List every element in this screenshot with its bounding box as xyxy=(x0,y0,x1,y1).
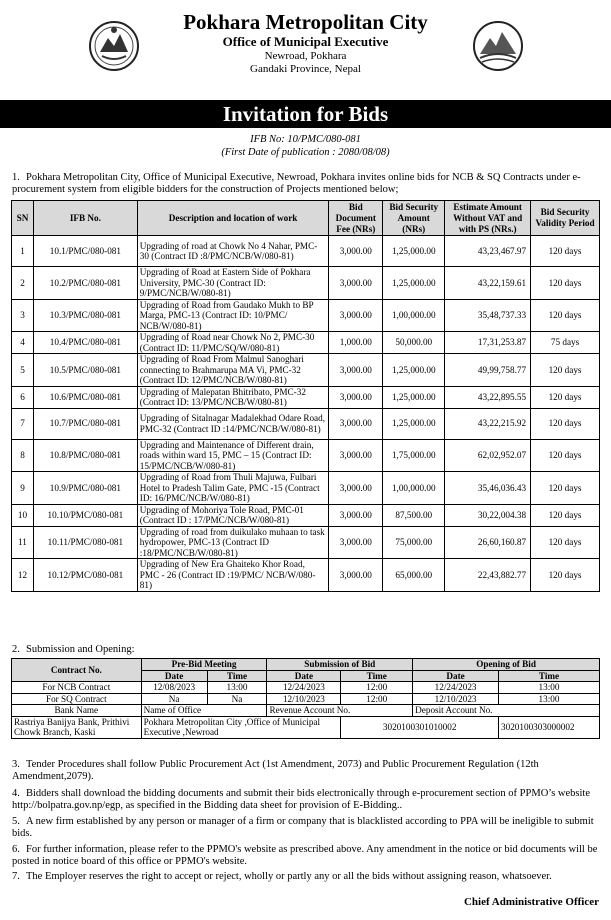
bid-cell: 49,99,758.77 xyxy=(445,354,531,387)
submission-group-row xyxy=(12,659,600,671)
revenue-account-label: Revenue Account No. xyxy=(267,705,413,717)
bid-cell: 43,23,467.97 xyxy=(445,236,531,267)
bid-row xyxy=(12,386,600,408)
note-number: 4. xyxy=(12,788,20,799)
bid-cell: 120 days xyxy=(531,472,600,505)
bid-row xyxy=(12,299,600,332)
bids-table xyxy=(11,200,600,592)
bid-cell: 3,000.00 xyxy=(329,439,383,472)
bid-cell: 3 xyxy=(12,299,34,332)
bid-cell: 120 days xyxy=(531,386,600,408)
bid-cell: 26,60,160.87 xyxy=(445,526,531,559)
bid-cell: Upgrading of Road From Malmul Sanoghari connecting to Brahmarupa MA Vi, PMC-32 (Contract ID: 12/PMC/NCB/W/080-81) xyxy=(137,354,329,387)
bid-cell: 1,25,000.00 xyxy=(383,267,445,300)
bid-row xyxy=(12,332,600,354)
address-line-2: Gandaki Province, Nepal xyxy=(250,63,361,75)
note-number: 5. xyxy=(12,816,20,827)
col-header: Bid Document Fee (NRs) xyxy=(329,201,383,236)
bid-cell: Upgrading of Malepatan Bhitribato, PMC-32 (Contract ID: 13/PMC/NCB/W/080-81) xyxy=(137,386,329,408)
nepal-emblem-icon xyxy=(88,20,140,72)
bid-cell: 1,25,000.00 xyxy=(383,408,445,439)
bid-cell: Upgrading of Sitalnagar Madalekhad Odare Road, PMC-32 (Contract ID :14/PMC/NCB/W/080-81) xyxy=(137,408,329,439)
bid-cell: 3,000.00 xyxy=(329,408,383,439)
intro-paragraph: 1. Pokhara Metropolitan City, Office of Municipal Executive, Newroad, Pokhara invites online bids for NCB & SQ Contracts under e-procurement system from eligible bidders for the construction of Projects mentioned below; xyxy=(12,172,581,195)
date-header: Date xyxy=(413,670,499,682)
bid-cell: 1,25,000.00 xyxy=(383,354,445,387)
bid-cell: 1 xyxy=(12,236,34,267)
bid-cell: 9 xyxy=(12,472,34,505)
bid-cell: 10.4/PMC/080-081 xyxy=(33,332,137,354)
note-number: 3. xyxy=(12,759,20,770)
col-header: Description and location of work xyxy=(137,201,329,236)
bid-row xyxy=(12,504,600,526)
bid-cell: 1,25,000.00 xyxy=(383,236,445,267)
deposit-account-no: 3020100303000002 xyxy=(499,716,600,738)
bid-row xyxy=(12,526,600,559)
bid-cell: 22,43,882.77 xyxy=(445,559,531,592)
note-text: The Employer reserves the right to accept or reject, wholly or partly any or all the bids without assigning reason, whatsoever. xyxy=(26,871,552,882)
bid-cell: 62,02,952.07 xyxy=(445,439,531,472)
bid-cell: 50,000.00 xyxy=(383,332,445,354)
bid-cell: 43,22,895.55 xyxy=(445,386,531,408)
bid-cell: 120 days xyxy=(531,354,600,387)
deposit-account-label: Deposit Account No. xyxy=(413,705,600,717)
group-header: Submission of Bid xyxy=(267,659,413,671)
bid-cell: 3,000.00 xyxy=(329,386,383,408)
bid-cell: 1,75,000.00 xyxy=(383,439,445,472)
bid-cell: 75 days xyxy=(531,332,600,354)
bid-row xyxy=(12,439,600,472)
bid-cell: 1,25,000.00 xyxy=(383,386,445,408)
bank-header-row xyxy=(12,705,600,717)
bid-cell: Upgrading of Road from Thuli Majuwa, Fulbari Hotel to Pradesh Talim Gate, PMC -15 (Contract ID: 16/PMC/NCB/W/080-81) xyxy=(137,472,329,505)
note-text: A new firm established by any person or manager of a firm or company that is blacklisted according to PPA will be ineligible to submit bids. xyxy=(12,816,594,839)
submission-heading: 2. Submission and Opening: xyxy=(12,644,135,655)
submission-row: For SQ Contract Na Na 12/10/2023 12:00 12/10/2023 13:00 xyxy=(12,693,600,705)
note-item xyxy=(12,844,600,868)
bid-cell: 4 xyxy=(12,332,34,354)
bid-cell: 30,22,004.38 xyxy=(445,504,531,526)
address-line-1: Newroad, Pokhara xyxy=(264,50,347,62)
bid-row xyxy=(12,354,600,387)
bid-cell: 3,000.00 xyxy=(329,236,383,267)
bid-cell: 10.9/PMC/080-081 xyxy=(33,472,137,505)
bid-cell: 120 days xyxy=(531,439,600,472)
time-header: Time xyxy=(499,670,600,682)
bid-cell: Upgrading of New Era Ghaiteko Khor Road, PMC - 26 (Contract ID :19/PMC/ NCB/W/080-81) xyxy=(137,559,329,592)
pokhara-city-logo-icon xyxy=(472,20,524,72)
col-header: Bid Security Amount (NRs) xyxy=(383,201,445,236)
bids-table-header xyxy=(12,201,600,236)
bid-cell: 3,000.00 xyxy=(329,504,383,526)
bid-cell: 10.11/PMC/080-081 xyxy=(33,526,137,559)
note-item xyxy=(12,871,600,883)
bid-cell: 1,00,000.00 xyxy=(383,472,445,505)
bid-cell: 3,000.00 xyxy=(329,299,383,332)
bid-cell: Upgrading of Road near Chowk No 2, PMC-30 (Contract ID: 11/PMC/SQ/W/080-81) xyxy=(137,332,329,354)
bid-row xyxy=(12,472,600,505)
bid-cell: 65,000.00 xyxy=(383,559,445,592)
contract-no-header: Contract No. xyxy=(12,659,142,682)
ifb-reference xyxy=(0,133,611,159)
bid-cell: 2 xyxy=(12,267,34,300)
bid-cell: 3,000.00 xyxy=(329,354,383,387)
bid-cell: 10.6/PMC/080-081 xyxy=(33,386,137,408)
col-header: Bid Security Validity Period xyxy=(531,201,600,236)
bid-cell: 35,48,737.33 xyxy=(445,299,531,332)
date-header: Date xyxy=(141,670,207,682)
note-item xyxy=(12,816,600,840)
bank-row xyxy=(12,716,600,738)
bid-cell: 3,000.00 xyxy=(329,472,383,505)
bid-cell: 10.3/PMC/080-081 xyxy=(33,299,137,332)
org-title: Pokhara Metropolitan City xyxy=(183,10,428,34)
bid-cell: 10.10/PMC/080-081 xyxy=(33,504,137,526)
bank-name-label: Bank Name xyxy=(12,705,142,717)
bank-name: Rastriya Banijya Bank, Prithivi Chowk Branch, Kaski xyxy=(12,716,142,738)
group-header: Opening of Bid xyxy=(413,659,600,671)
bid-cell: 3,000.00 xyxy=(329,559,383,592)
bid-cell: 87,500.00 xyxy=(383,504,445,526)
bid-cell: 1,000.00 xyxy=(329,332,383,354)
bid-cell: 75,000.00 xyxy=(383,526,445,559)
bid-cell: 7 xyxy=(12,408,34,439)
bid-row xyxy=(12,408,600,439)
time-header: Time xyxy=(341,670,413,682)
date-header: Date xyxy=(267,670,341,682)
bid-cell: 12 xyxy=(12,559,34,592)
bid-cell: 11 xyxy=(12,526,34,559)
bid-cell: 10.5/PMC/080-081 xyxy=(33,354,137,387)
first-publication-date: (First Date of publication : 2080/08/08) xyxy=(221,147,390,158)
submission-row: For NCB Contract 12/08/2023 13:00 12/24/2023 12:00 12/24/2023 13:00 xyxy=(12,682,600,694)
bid-cell: 17,31,253.87 xyxy=(445,332,531,354)
note-text: Bidders shall download the bidding documents and submit their bids electronically through e-procurement section of PPMO’s website http://bolpatra.gov.np/egp, as specified in the Bidding data sheet for provision of E-Bidding.. xyxy=(12,788,590,811)
bid-cell: 10.8/PMC/080-081 xyxy=(33,439,137,472)
bid-cell: 3,000.00 xyxy=(329,526,383,559)
col-header: SN xyxy=(12,201,34,236)
bid-cell: Upgrading of road from duikulako muhaan to task hydropower, PMC-13 (Contract ID :18/PMC/NCB/W/080-81) xyxy=(137,526,329,559)
bid-cell: 1,00,000.00 xyxy=(383,299,445,332)
bid-cell: 5 xyxy=(12,354,34,387)
bid-cell: Upgrading of road at Chowk No 4 Nahar, PMC-30 (Contract ID :8/PMC/NCB/W/080-81) xyxy=(137,236,329,267)
signatory: Chief Administrative Officer xyxy=(463,896,599,908)
bid-cell: Upgrading of Road at Eastern Side of Pokhara University, PMC-30 (Contract ID: 9/PMC/NCB/W/080-81) xyxy=(137,267,329,300)
bid-cell: 10.1/PMC/080-081 xyxy=(33,236,137,267)
col-header: Estimate Amount Without VAT and with PS (NRs.) xyxy=(445,201,531,236)
bid-cell: 10.7/PMC/080-081 xyxy=(33,408,137,439)
note-item xyxy=(12,759,600,783)
group-header: Pre-Bid Meeting xyxy=(141,659,267,671)
note-text: For further information, please refer to the PPMO's website as prescribed above. Any amendment in the notice or bid documents will be posted in notice board of this office or PPMO's website. xyxy=(12,844,598,867)
note-item xyxy=(12,788,600,812)
bid-cell: 35,46,036.43 xyxy=(445,472,531,505)
submission-table xyxy=(11,658,600,739)
bid-cell: 10.2/PMC/080-081 xyxy=(33,267,137,300)
bid-cell: 120 days xyxy=(531,559,600,592)
bid-cell: Upgrading of Mohoriya Tole Road, PMC-01 (Contract ID : 17/PMC/NCB/W/080-81) xyxy=(137,504,329,526)
bid-row xyxy=(12,236,600,267)
bid-cell: 3,000.00 xyxy=(329,267,383,300)
office-name-label: Name of Office xyxy=(141,705,267,717)
bid-cell: 120 days xyxy=(531,504,600,526)
bid-row xyxy=(12,559,600,592)
bid-cell: 43,22,215.92 xyxy=(445,408,531,439)
notice-banner: Invitation for Bids xyxy=(0,100,611,128)
note-text: Tender Procedures shall follow Public Procurement Act (1st Amendment, 2073) and Public Procurement Regulation (12th Amendment,2079). xyxy=(12,759,539,782)
time-header: Time xyxy=(207,670,267,682)
notice-page xyxy=(0,10,611,920)
bid-cell: 120 days xyxy=(531,236,600,267)
bid-cell: 120 days xyxy=(531,526,600,559)
bid-cell: 8 xyxy=(12,439,34,472)
bid-cell: 43,22,159.61 xyxy=(445,267,531,300)
note-number: 7. xyxy=(12,871,20,882)
bid-cell: Upgrading of Road from Gaudako Mukh to BP Marga, PMC-13 (Contract ID: 10/PMC/ NCB/W/080-81) xyxy=(137,299,329,332)
bid-cell: 120 days xyxy=(531,299,600,332)
office-name-value: Pokhara Metropolitan City ,Office of Municipal Executive ,Newroad xyxy=(141,716,341,738)
revenue-account-no: 3020100301010002 xyxy=(341,716,499,738)
bid-cell: 10.12/PMC/080-081 xyxy=(33,559,137,592)
bid-row xyxy=(12,267,600,300)
bid-cell: Upgrading and Maintenance of Different drain, roads within ward 15, PMC – 15 (Contract ID: 15/PMC/NCB/W/080-81) xyxy=(137,439,329,472)
ifb-number: IFB No: 10/PMC/080-081 xyxy=(250,134,361,145)
bid-cell: 120 days xyxy=(531,408,600,439)
note-number: 6. xyxy=(12,844,20,855)
bid-cell: 10 xyxy=(12,504,34,526)
office-name: Office of Municipal Executive xyxy=(222,34,389,49)
bid-cell: 120 days xyxy=(531,267,600,300)
intro-text: Pokhara Metropolitan City, Office of Municipal Executive, Newroad, Pokhara invites online bids for NCB & SQ Contracts under e-procurement system from eligible bidders for the construction of Projects mentioned below; xyxy=(12,172,581,195)
bid-cell: 6 xyxy=(12,386,34,408)
col-header: IFB No. xyxy=(33,201,137,236)
